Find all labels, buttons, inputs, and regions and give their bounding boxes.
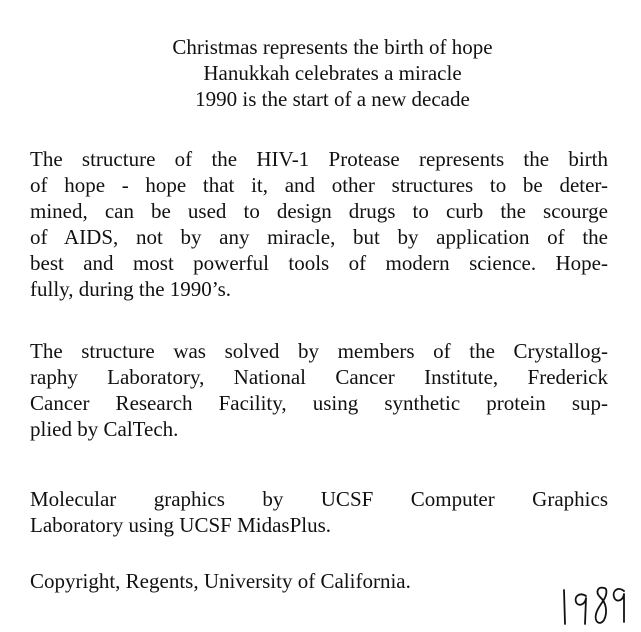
paragraph-line: The structure was solved by members of the Crystallog- bbox=[30, 339, 608, 363]
paragraph-line: of AIDS, not by any miracle, but by application of the bbox=[30, 225, 608, 249]
paragraph-line: Copyright, Regents, University of California. bbox=[30, 569, 411, 593]
paragraph-line: Laboratory using UCSF MidasPlus. bbox=[30, 513, 332, 537]
paragraph-line: of hope - hope that it, and other structures to be deter- bbox=[30, 173, 608, 197]
paragraph-line: The structure of the HIV-1 Protease represents the birth bbox=[30, 147, 608, 171]
paragraph-line: Cancer Research Facility, using synthetic protein sup- bbox=[30, 391, 608, 415]
handwritten-year-1989 bbox=[560, 582, 630, 628]
heading-line: 1990 is the start of a new decade bbox=[195, 87, 470, 111]
paragraph-line: fully, during the 1990’s. bbox=[30, 277, 232, 301]
greeting-heading bbox=[0, 34, 641, 112]
paragraph-line: plied by CalTech. bbox=[30, 417, 179, 441]
paragraph-line: mined, can be used to design drugs to curb the scourge bbox=[30, 199, 608, 223]
structure-credits-paragraph bbox=[30, 338, 608, 442]
heading-line: Christmas represents the birth of hope bbox=[172, 35, 493, 59]
graphics-credits-paragraph bbox=[30, 486, 608, 538]
paragraph-line: Molecular graphics by UCSF Computer Graphics bbox=[30, 487, 608, 511]
paragraph-line: raphy Laboratory, National Cancer Institute, Frederick bbox=[30, 365, 608, 389]
copyright-paragraph bbox=[30, 568, 608, 594]
paragraph-line: best and most powerful tools of modern science. Hope- bbox=[30, 251, 608, 275]
heading-line: Hanukkah celebrates a miracle bbox=[203, 61, 462, 85]
hiv-protease-paragraph bbox=[30, 146, 608, 302]
